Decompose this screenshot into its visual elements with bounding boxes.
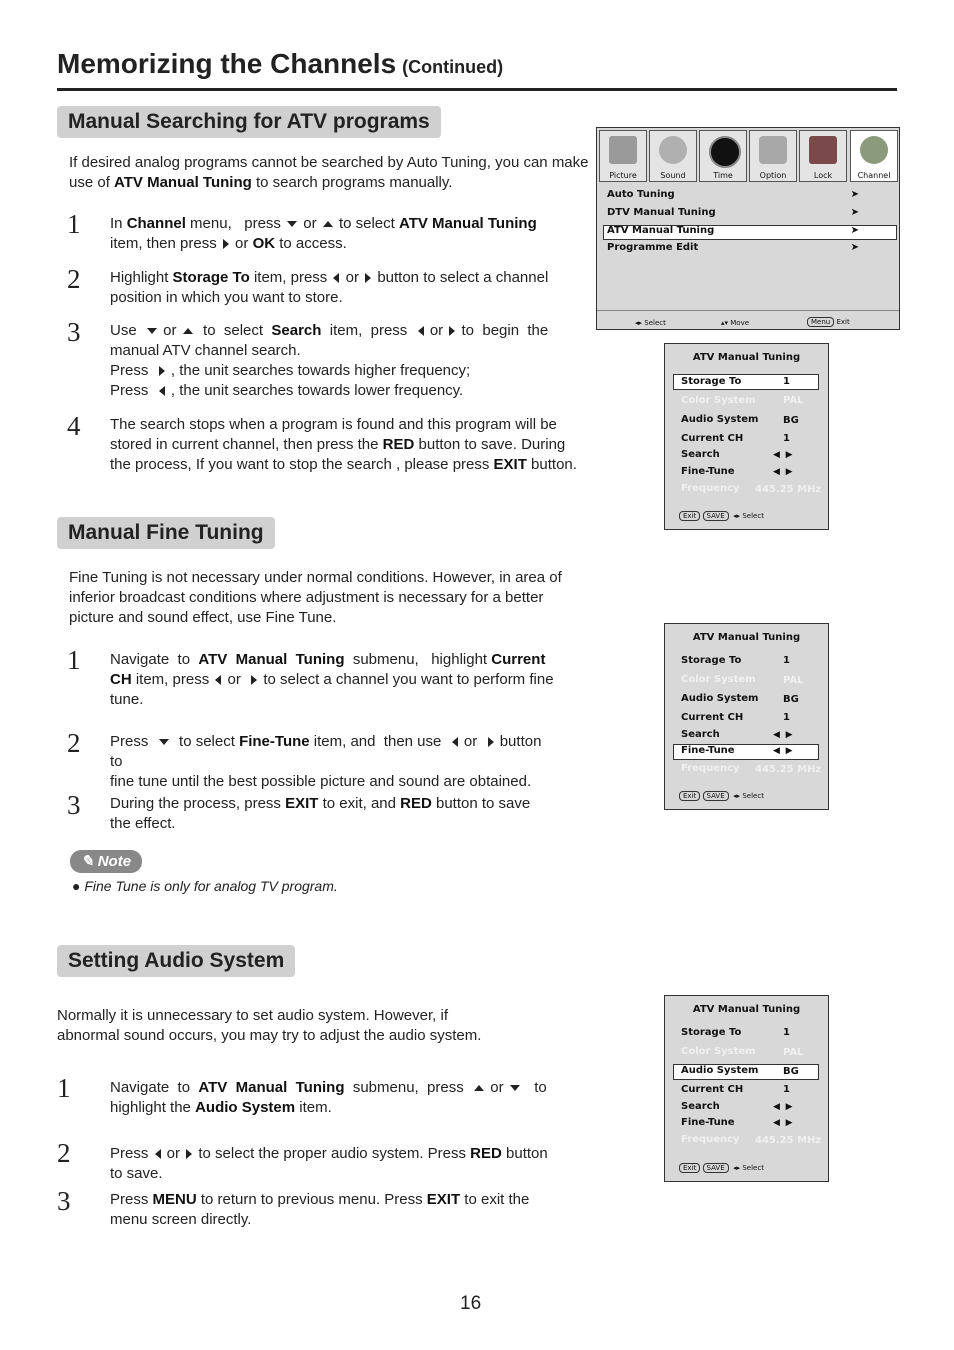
- left-arrow-icon: [215, 675, 221, 685]
- fine-tuning-step-3: During the process, press EXIT to exit, and RED button to save the effect.: [110, 795, 531, 832]
- footer-exit: Menu Exit: [807, 317, 850, 327]
- section-heading-manual-search: Manual Searching for ATV programs: [57, 106, 441, 138]
- right-arrow-icon: [223, 239, 229, 249]
- menu-item-atv-manual-tuning[interactable]: ATV Manual Tuning: [607, 225, 715, 236]
- audio-step-2: Press or to select the proper audio system. Press RED button to save.: [110, 1145, 548, 1182]
- step-number: 3: [67, 790, 81, 820]
- down-arrow-icon: [147, 328, 157, 334]
- menu-item-auto-tuning[interactable]: Auto Tuning: [607, 189, 675, 200]
- fine-tuning-intro: Fine Tuning is not necessary under normal conditions. However, in area of inferior broadcast conditions where adjustment is necessary for a better picture and sound effect, use Fine Tune.: [69, 569, 562, 626]
- step-number: 4: [67, 411, 81, 441]
- intro-line: use of ATV Manual Tuning to search programs manually.: [69, 174, 453, 191]
- camera-icon: [609, 136, 637, 164]
- step-number: 1: [57, 1073, 71, 1103]
- audio-intro: Normally it is unnecessary to set audio system. However, if abnormal sound occurs, you may try to adjust the audio system.: [57, 1007, 482, 1044]
- down-arrow-icon: [287, 221, 297, 227]
- fine-tuning-step-2: Press to select Fine-Tune item, and then use or button to fine tune until the best possible picture and sound are obtained.: [110, 733, 542, 790]
- left-arrow-icon: [155, 1149, 161, 1159]
- lock-icon: [809, 136, 837, 164]
- step-number: 2: [67, 264, 81, 294]
- manual-search-intro: [69, 153, 589, 193]
- tools-icon: [759, 136, 787, 164]
- chevron-right-icon: ➤: [850, 207, 859, 218]
- step-number: 3: [57, 1186, 71, 1216]
- atv-menu-finetune: ATV Manual Tuning Storage To 1 Color System PAL Audio System BG Current CH 1 Search ◀ ▶ Fine-Tune ◀ ▶ Frequency 445.25 MHz Exit SAVE ◂▸ Select: [664, 623, 829, 810]
- option-tab[interactable]: Option: [749, 130, 797, 182]
- right-arrow-icon: [186, 1149, 192, 1159]
- step-number: 1: [67, 209, 81, 239]
- manual-search-step-4: The search stops when a program is found and this program will be stored in current channel, then press the RED button to save. During the process, If you want to stop the search , please press EXIT button.: [110, 416, 577, 473]
- page-title-text: Memorizing the Channels: [57, 48, 397, 79]
- down-arrow-icon: [510, 1085, 520, 1091]
- left-arrow-icon: [418, 326, 424, 336]
- lock-tab[interactable]: Lock: [799, 130, 847, 182]
- channel-tab[interactable]: Channel: [850, 130, 898, 182]
- down-arrow-icon: [159, 739, 169, 745]
- right-arrow-icon: [159, 366, 165, 376]
- section-heading-audio: Setting Audio System: [57, 945, 295, 977]
- footer-select: ◂▸ Select: [635, 319, 666, 327]
- right-arrow-icon: [251, 675, 257, 685]
- page-title: [57, 48, 503, 80]
- audio-step-3: Press MENU to return to previous menu. Press EXIT to exit the menu screen directly.: [110, 1191, 530, 1228]
- step-number: 1: [67, 645, 81, 675]
- sound-tab[interactable]: Sound: [649, 130, 697, 182]
- right-arrow-icon: [449, 326, 455, 336]
- up-arrow-icon: [183, 328, 193, 334]
- chevron-right-icon: ➤: [850, 225, 859, 236]
- intro-line: If desired analog programs cannot be searched by Auto Tuning, you can make: [69, 154, 589, 171]
- menu-item-programme-edit[interactable]: Programme Edit: [607, 242, 699, 253]
- atv-menu-storage: ATV Manual Tuning Storage To 1 Color System PAL Audio System BG Current CH 1 Search ◀ ▶ Fine-Tune ◀ ▶ Frequency 445.25 MHz Exit SAVE ◂▸ Select: [664, 343, 829, 530]
- left-arrow-icon: [333, 273, 339, 283]
- chevron-right-icon: ➤: [850, 242, 859, 253]
- right-arrow-icon: [488, 737, 494, 747]
- step-number: 2: [67, 728, 81, 758]
- manual-search-step-1: In Channel menu, press or to select ATV Manual Tuning item, then press or OK to access.: [110, 215, 537, 252]
- clock-icon: [709, 136, 741, 168]
- audio-step-1: Navigate to ATV Manual Tuning submenu, press or to highlight the Audio System item.: [110, 1079, 547, 1116]
- manual-search-step-2: Highlight Storage To item, press or button to select a channel position in which you want to store.: [110, 269, 549, 306]
- atv-menu-audio: ATV Manual Tuning Storage To 1 Color System PAL Audio System BG Current CH 1 Search ◀ ▶ Fine-Tune ◀ ▶ Frequency 445.25 MHz Exit SAVE ◂▸ Select: [664, 995, 829, 1182]
- page-number: 16: [460, 1293, 482, 1314]
- picture-tab[interactable]: Picture: [599, 130, 647, 182]
- headphones-icon: [659, 136, 687, 164]
- up-arrow-icon: [474, 1085, 484, 1091]
- up-arrow-icon: [323, 221, 333, 227]
- menu-item-dtv-manual-tuning[interactable]: DTV Manual Tuning: [607, 207, 716, 218]
- globe-icon: [860, 136, 888, 164]
- step-number: 2: [57, 1138, 71, 1168]
- manual-search-step-3: Use or to select Search item, press or to begin the manual ATV channel search. Press , the unit searches towards higher frequency; Press , the unit searches towards lower frequency.: [110, 322, 549, 399]
- left-arrow-icon: [159, 386, 165, 396]
- note-badge: ✎ Note: [70, 850, 142, 873]
- channel-menu-screen: [596, 127, 900, 330]
- step-number: 3: [67, 317, 81, 347]
- footer-move: ▴▾ Move: [721, 319, 750, 327]
- time-tab[interactable]: Time: [699, 130, 747, 182]
- page-title-suffix: (Continued): [402, 57, 504, 77]
- left-arrow-icon: [452, 737, 458, 747]
- section-heading-fine-tuning: Manual Fine Tuning: [57, 517, 275, 549]
- note-text: ● Fine Tune is only for analog TV program.: [72, 878, 338, 894]
- right-arrow-icon: [365, 273, 371, 283]
- chevron-right-icon: ➤: [850, 189, 859, 200]
- fine-tuning-step-1: Navigate to ATV Manual Tuning submenu, highlight Current CH item, press or to select a channel you want to perform fine tune.: [110, 651, 554, 708]
- title-rule: [57, 88, 897, 91]
